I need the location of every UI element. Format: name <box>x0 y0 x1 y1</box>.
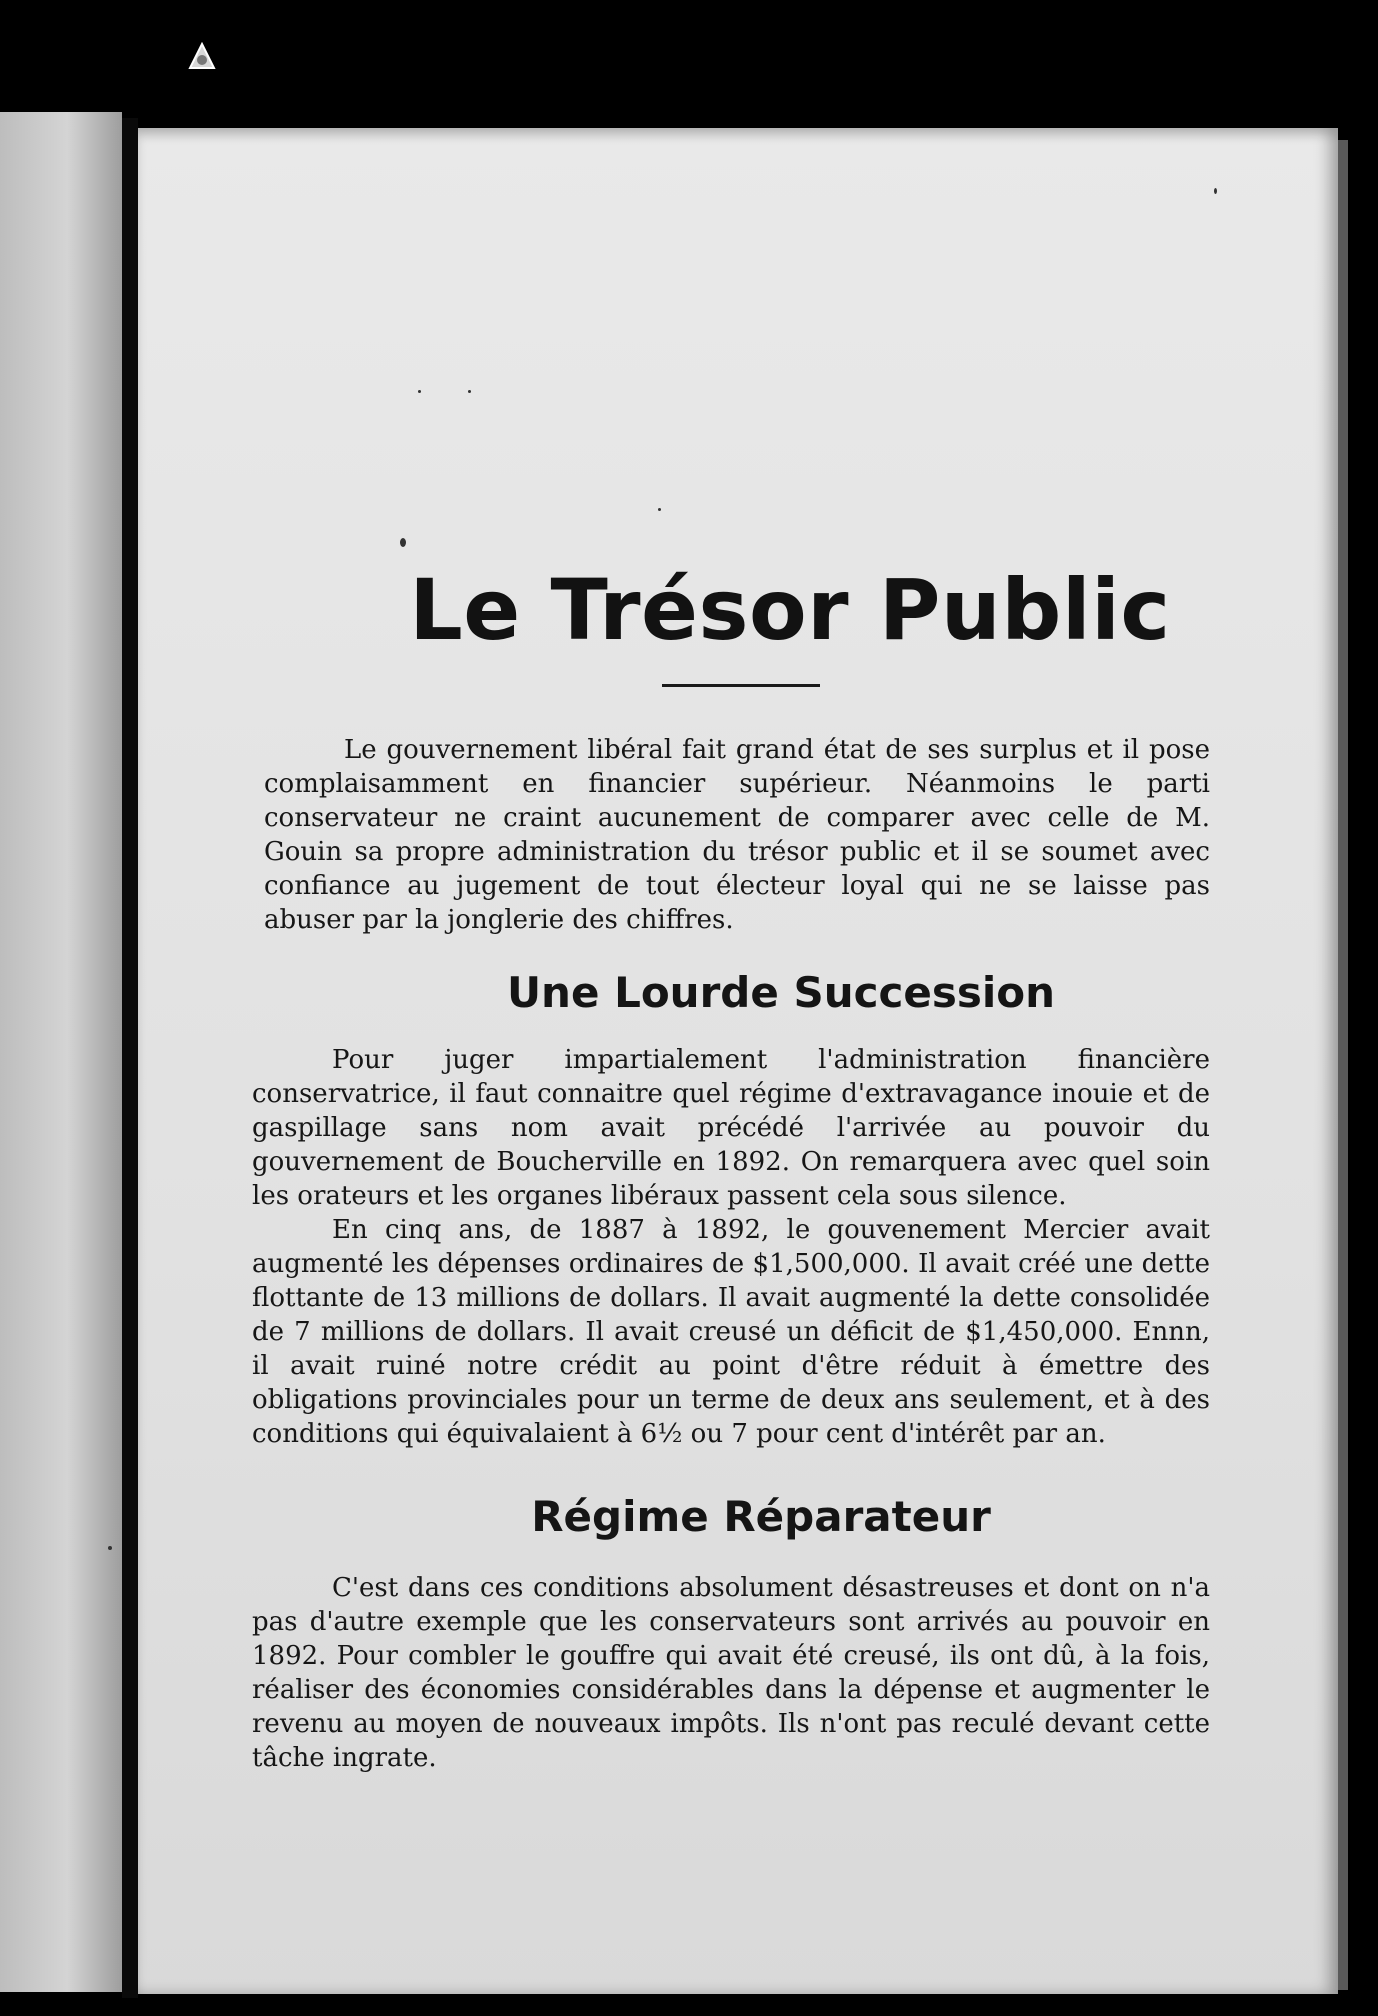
facing-page-edge <box>0 112 122 1992</box>
section-body-regime <box>252 1571 1210 1775</box>
page-right-edge <box>1338 140 1348 1990</box>
article <box>252 560 1210 1775</box>
section-heading-succession: Une Lourde Succession <box>506 968 1056 1017</box>
paragraph: En cinq ans, de 1887 à 1892, le gouvenement Mercier avait augmenté les dépenses ordinaires de $1,500,000. Il avait créé une dette flottante de 13 millions de dollars. Il avait augmenté la dette consolidée de 7 millions de dollars. Il avait creusé un déficit de $1,450,000. Ennn, il avait ruiné notre crédit au point d'être réduit à émettre des obligations provinciales pour un terme de deux ans seulement, et à des conditions qui équivalaient à 6½ ou 7 pour cent d'intérêt par an. <box>252 1215 1210 1449</box>
paragraph: Pour juger impartialement l'administration financière conservatrice, il faut connaitre quel régime d'extravagance inouie et de gaspillage sans nom avait précédé l'arrivée au pouvoir du gouvernement de Boucherville en 1892. On remarquera avec quel soin les orateurs et les organes libéraux passent cela sous silence. <box>252 1045 1210 1211</box>
title-divider <box>662 684 820 687</box>
intro-text: Le gouvernement libéral fait grand état de ses surplus et il pose complaisamment en financier supérieur. Néanmoins le parti conservateur ne craint aucunement de comparer avec celle de M. Gouin sa propre administration du trésor public et il se soumet avec confiance au jugement de tout électeur loyal qui ne se laisse pas abuser par la jonglerie des chiffres. <box>264 735 1210 935</box>
book-spine <box>122 118 138 1998</box>
page-title: Le Trésor Public <box>409 561 1171 659</box>
section-body-succession <box>252 1043 1210 1451</box>
camera-marker-icon <box>188 42 216 72</box>
section-heading-regime: Régime Réparateur <box>531 1492 991 1541</box>
paragraph: C'est dans ces conditions absolument désastreuses et dont on n'a pas d'autre exemple que les conservateurs sont arrivés au pouvoir en 1892. Pour combler le gouffre qui avait été creusé, ils ont dû, à la fois, réaliser des économies considérables dans la dépense et augmenter le revenu au moyen de nouveaux impôts. Ils n'ont pas reculé devant cette tâche ingrate. <box>252 1573 1210 1773</box>
intro-paragraph <box>252 733 1210 937</box>
